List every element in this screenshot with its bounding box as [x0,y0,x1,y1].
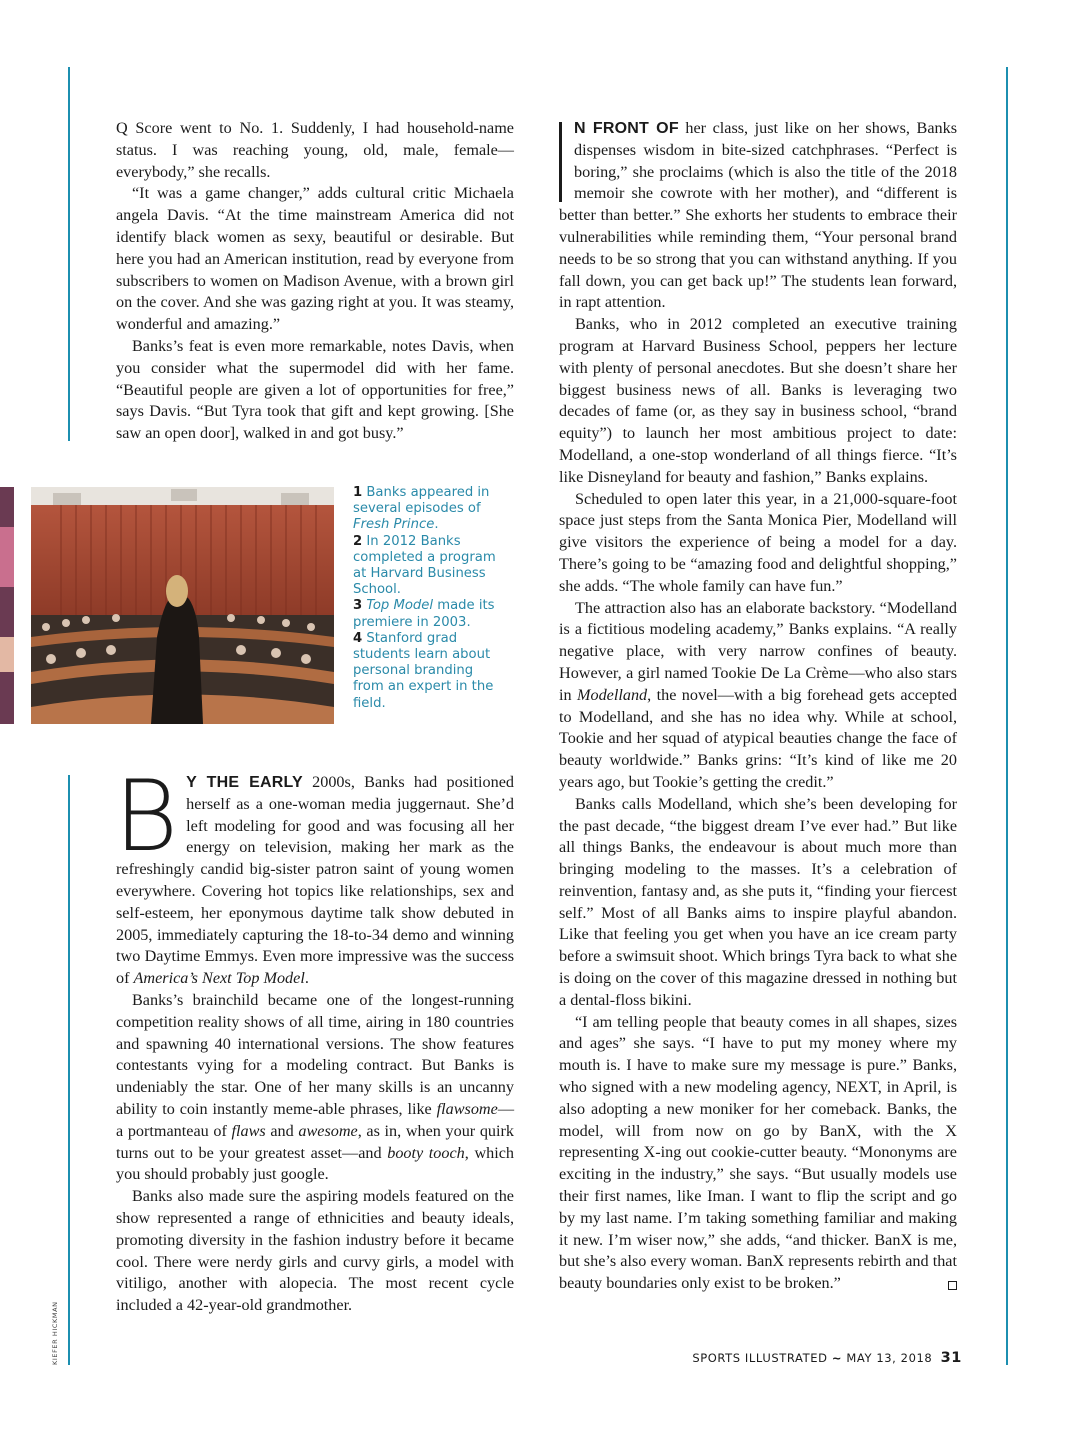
lecture-hall-photo [31,487,334,724]
column-left-top [116,118,514,445]
lead-in: N FRONT OF [574,120,679,137]
caption-item-4: 4 Stanford grad students learn about personal branding from an expert in the field. [353,630,494,711]
right-rule [1006,67,1008,1365]
paragraph: Banks, who in 2012 completed an executive training program at Harvard Business School, peppers her lecture with plenty of personal anecdotes. But she doesn’t share her biggest business news of all. Banks is leveraging two decades of fame (or, as they say in business school, “brand equity”) to launch her most ambitious project to date: Modelland, a one-stop wonderland of all things fierce. “It’s like Disneyland for beauty and fashion,” Banks explains. [559,315,957,486]
page-footer [692,1350,962,1366]
footer-separator: ~ [831,1351,843,1365]
paragraph: The attraction also has an elaborate backstory. “Modelland is a fictitious modeling academy,” Banks explains. “A really negative place, with very narrow confines of beauty. However, a girl named Tookie De La Crème—who also stars in Modelland, the novel—with a big forehead gets accepted to Modelland, and she has no idea why. While at school, Tookie and her squad of atypical beauties change the face of beauty worldwide.” Banks grins: “It’s kind of like me 20 years ago, but Tookie’s getting the credit.” [559,598,957,791]
paragraph: Banks’s brainchild became one of the longest-running competition reality shows of all time, airing in 180 countries and spawning 40 international versions. The show features contestants vying for a modeling contract. But Banks is undeniably the star. One of her many skills is an uncanny ability to coin instantly meme-able phrases, like flawsome—a portmanteau of flaws and awesome, as in, when your quirk turns out to be your greatest asset—and booty tooch, which you should probably just google. [116,990,515,1184]
left-rule-top [68,67,70,441]
left-rule-bottom [68,775,70,1365]
magazine-name: SPORTS ILLUSTRATED [692,1351,828,1365]
paragraph: “I am telling people that beauty comes in all shapes, sizes and ages” she says. “I have to put my money where my mouth is. I have to make sure my message is pure.” Banks, who signed with a new modeling agency, NEXT, in April, is also adopting a new moniker for her comeback. Banks, the model, will from now on go by BanX, with the X representing X-ing out cookie-cutter beauty. “Mononyms are exciting in the industry,” she says. “But usually models use their first names, like Iman. I want to flip the script and go by my last name. I’m taking something familiar and making it new. I’m wiser now,” she adds, “and thicker. BanX is me, but she’s also every woman. BanX represents rebirth and that beauty boundaries only exist to be broken.” [559,1012,957,1293]
end-mark-icon [948,1281,957,1290]
paragraph: Banks’s feat is even more remarkable, notes Davis, when you consider what the supermodel did with her fame. “Beautiful people are given a lot of opportunities for free,” says Davis. “But Tyra took that gift and kept growing. [She saw an open door], walked in and got busy.” [116,336,514,443]
adjacent-photo-crop [0,487,14,724]
drop-cap [559,122,562,202]
paragraph: B Y THE EARLY 2000s, Banks had positioned herself as a one-woman media juggernaut. She’d left modeling for good and was focusing all her energy on television, making her mark as the refreshingly candid big-sister patron saint of young women everywhere. Covering hot topics like relationships, sex and self-esteem, her eponymous daytime talk show debuted in 2005, immediately capturing the 18-to-34 demo and winning two Daytime Emmys. Even more impressive was the success of America’s Next Top Model. [114,760,514,988]
caption-item-3: 3 Top Model made its premiere in 2003. [353,598,495,630]
paragraph: “It was a game changer,” adds cultural critic Michaela angela Davis. “At the time mainstream America did not identify black women as sexy, beautiful or desirable. But here you had an American institution, read by everyone from subscribers to women on Madison Avenue, with a brown girl on the cover. And she was gazing right at you. It was steamy, wonderful and amazing.” [116,184,514,334]
lead-in: Y THE EARLY [186,774,303,791]
paragraph: Banks also made sure the aspiring models featured on the show represented a range of ethnicities and beauty ideals, promoting diversity in the fashion industry before it became cool. There were nerdy girls and curvy girls, a model with vitiligo, another with alopecia. The most recent cycle included a 42-year-old grandmother. [116,1187,514,1315]
paragraph: Banks calls Modelland, which she’s been developing for the past decade, “the biggest dream I’ve ever had.” But like all things Banks, the endeavour is about much more than bringing modeling to the masses. It’s a celebration of reinvention, fantasy and, as she puts it, “finding your fiercest self.” Most of all Banks aims to inspire playful abandon. Like that feeling you get when you have an ice cream party before a swimsuit shoot. Which brings Tyra back to what she is doing on the cover of this magazine dressed in nothing but a dental-floss bikini. [559,794,957,1009]
caption-item-2: 2 In 2012 Banks completed a program at Harvard Business School. [353,533,496,598]
column-right [559,118,957,1295]
caption-item-1: 1 Banks appeared in several episodes of Fresh Prince. [353,485,490,533]
paragraph: Q Score went to No. 1. Suddenly, I had household-name status. I was reaching young, old, male, female—everybody,” she recalls. [116,119,514,181]
photo-credit: KIEFER HICKMAN [51,1301,59,1365]
paragraph: Scheduled to open later this year, in a 21,000-square-foot space just steps from the Santa Monica Pier, Modelland will give visitors the experience of being a model for a day. There’s going to be “amazing food and delightful shopping,” she adds. “The whole family can have fun.” [559,489,957,595]
issue-date: MAY 13, 2018 [846,1351,933,1365]
paragraph: N FRONT OF her class, just like on her shows, Banks dispenses wisdom in bite-sized catchphrases. “Perfect is boring,” she proclaims (which is also the title of the 2018 memoir she cowrote with her mother), and “different is better than better.” She exhorts her students to embrace their vulnerabilities while reminding them, “Your personal brand needs to be so strong that you can withstand anything. If you fall down, you can get back up!” The students lean forward, in rapt attention. [559,119,957,312]
column-left-bottom [114,760,515,1317]
photo-caption [353,485,503,712]
page-number: 31 [940,1350,962,1366]
drop-cap: B [114,760,179,874]
